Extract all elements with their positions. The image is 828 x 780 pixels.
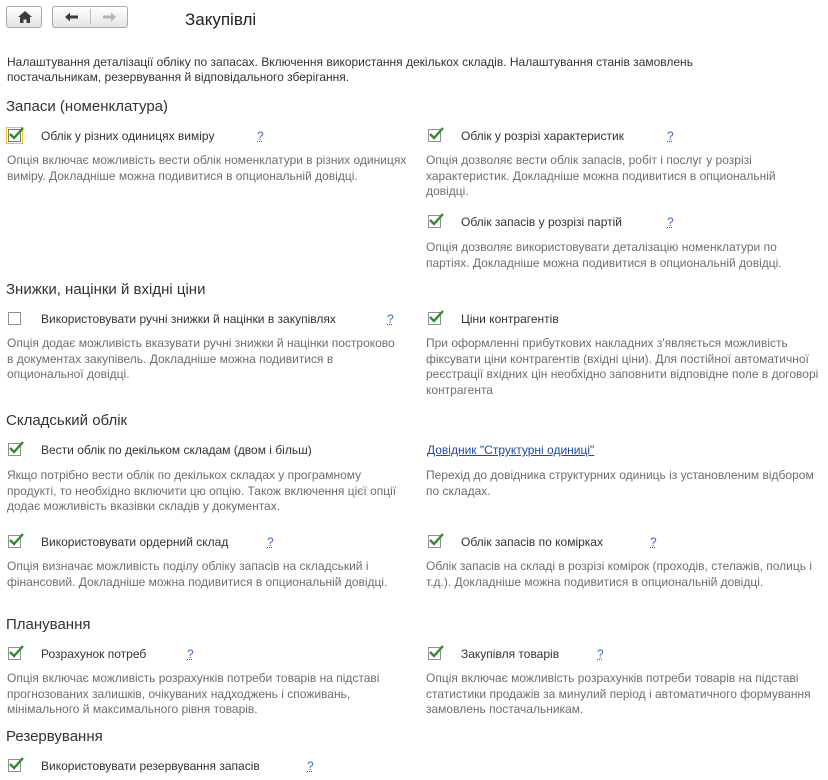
arrow-right-icon[interactable] — [91, 10, 128, 24]
manual-discounts-hint: Опція додає можливість вказувати ручні знижки й націнки построково в документах закупівель. Докладніше можна подивитися в опциональної довідці. — [7, 336, 395, 381]
section-title-warehouse: Складський облік — [6, 412, 128, 429]
checkmark-icon — [8, 126, 24, 142]
counterparty-prices-hint: При оформленні прибуткових накладних з'являється можливість фіксувати ціни контрагентів (вхідні ціни). Для постійної автоматичної реєстрації вхідних цін необхідно заповнити відповідне поле в договорі контрагента — [426, 336, 819, 397]
manual-discounts-help[interactable]: ? — [387, 312, 394, 326]
characteristics-help[interactable]: ? — [667, 129, 674, 143]
section-title-planning: Планування — [6, 616, 91, 633]
checkmark-icon — [428, 309, 444, 325]
page-title: Закупівлі — [185, 10, 257, 29]
characteristics-label[interactable]: Облік у розрізі характеристик — [461, 129, 624, 143]
checkmark-icon — [8, 756, 24, 772]
cells-label[interactable]: Облік запасів по комірках — [461, 535, 603, 549]
order-warehouse-label[interactable]: Використовувати ордерний склад — [41, 535, 229, 549]
reserve-checkbox[interactable] — [8, 759, 21, 772]
reserve-label[interactable]: Використовувати резервування запасів — [41, 759, 260, 773]
history-navigation — [52, 6, 128, 28]
order-warehouse-hint: Опція визначає можливість поділу обліку запасів на складський і фінансовий. Докладніше можна подивитися в опциональній довідці. — [7, 559, 388, 589]
multi-warehouse-label[interactable]: Вести облік по декільком складам (двом і більш) — [41, 443, 312, 457]
multi-warehouse-hint: Якщо потрібно вести облік по декількох складах у програмному продукті, то необхідно включити цю опцію. Також включення цієї опції додає можливість вказівки складів у документах. — [7, 468, 397, 513]
counterparty-prices-checkbox[interactable] — [428, 312, 441, 325]
cells-hint: Облік запасів на складі в розрізі комірок (проходів, стелажів, полиць і т.д.). Докладніше можна подивитися в опциональній довідці. — [426, 559, 812, 589]
units-checkbox[interactable] — [8, 129, 21, 142]
manual-discounts-checkbox[interactable] — [8, 312, 21, 325]
batches-label[interactable]: Облік запасів у розрізі партій — [461, 215, 622, 229]
order-warehouse-help[interactable]: ? — [267, 535, 274, 549]
purchase-checkbox[interactable] — [428, 647, 441, 660]
section-title-stock: Запаси (номенклатура) — [6, 98, 169, 115]
checkmark-icon — [8, 532, 24, 548]
needs-checkbox[interactable] — [8, 647, 21, 660]
counterparty-prices-label[interactable]: Ціни контрагентів — [461, 312, 559, 326]
reserve-help[interactable]: ? — [307, 759, 314, 773]
cells-help[interactable]: ? — [650, 535, 657, 549]
purchase-help[interactable]: ? — [597, 647, 604, 661]
multi-warehouse-checkbox[interactable] — [8, 443, 21, 456]
checkmark-icon — [428, 644, 444, 660]
section-title-reserve: Резервування — [6, 728, 103, 745]
characteristics-checkbox[interactable] — [428, 129, 441, 142]
checkmark-icon — [428, 532, 444, 548]
units-label[interactable]: Облік у різних одиницях виміру — [41, 129, 215, 143]
needs-label[interactable]: Розрахунок потреб — [41, 647, 147, 661]
arrow-left-icon[interactable] — [53, 10, 90, 24]
cells-checkbox[interactable] — [428, 535, 441, 548]
checkmark-icon — [8, 440, 24, 456]
checkmark-icon — [428, 126, 444, 142]
structural-units-link[interactable]: Довідник "Структурні одиниці" — [427, 443, 595, 457]
section-title-discounts: Знижки, націнки й вхідні ціни — [6, 281, 206, 298]
manual-discounts-label[interactable]: Використовувати ручні знижки й націнки в закупівлях — [41, 312, 336, 326]
needs-help[interactable]: ? — [187, 647, 194, 661]
batches-hint: Опція дозволяє використовувати деталізацію номенклатури по партіях. Докладніше можна подивитися в опциональній довідці. — [426, 240, 782, 270]
batches-checkbox[interactable] — [428, 215, 441, 228]
purchase-label[interactable]: Закупівля товарів — [461, 647, 560, 661]
checkmark-icon — [8, 644, 24, 660]
home-icon — [7, 10, 43, 24]
characteristics-hint: Опція дозволяє вести облік запасів, робіт і послуг у розрізі характеристик. Докладніше можна подивитися в опциональній довідці. — [426, 153, 776, 198]
order-warehouse-checkbox[interactable] — [8, 535, 21, 548]
needs-hint: Опція включає можливість розрахунків потреби товарів на підставі прогнозованих залишків, очікуваних надходжень і споживань, мінімального й максимального рівня товарів. — [7, 671, 380, 716]
units-help[interactable]: ? — [257, 129, 264, 143]
page-description: Налаштування деталізації обліку по запасах. Включення використання декількох складів. Налаштування станів замовлень постачальникам, резервування й відповідального зберігання. — [7, 55, 693, 84]
structural-units-hint: Перехід до довідника структурних одиниць із установленим відбором по складах. — [426, 468, 814, 498]
batches-help[interactable]: ? — [667, 215, 674, 229]
checkmark-icon — [428, 212, 444, 228]
units-hint: Опція включає можливість вести облік номенклатури в різних одиницях виміру. Докладніше можна подивитися в опциональній довідці. — [7, 153, 407, 183]
purchase-hint: Опція включає можливість розрахунків потреби товарів на підставі статистики продажів за минулий період і автоматичного формування замовлень постачальникам. — [426, 671, 811, 716]
home-button[interactable] — [6, 6, 42, 28]
